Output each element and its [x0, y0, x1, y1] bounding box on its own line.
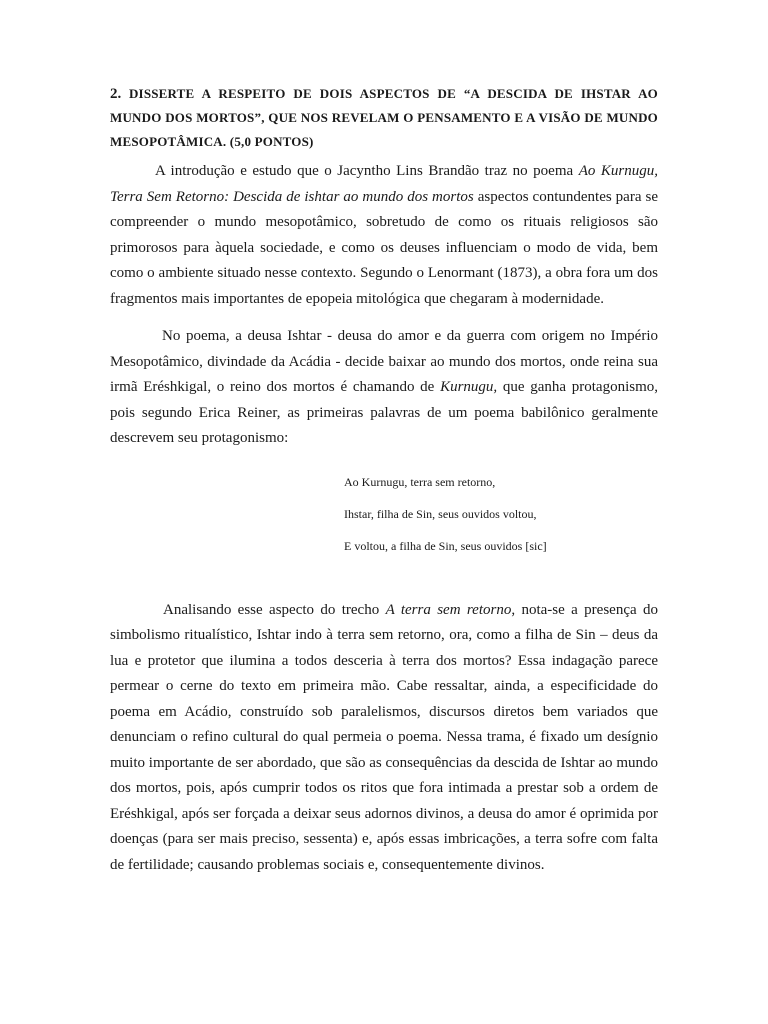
paragraph-poem-summary-text-end: que ganha protagonismo, pois segundo Erica Reiner, as primeiras palavras de um poema babilônico geralmente descrevem seu protagonismo: [110, 379, 659, 446]
paragraph-analysis [110, 598, 658, 879]
poem-title: Ao Kurnugu, Terra Sem Retorno: Descida de ishtar ao mundo dos mortos [110, 163, 658, 205]
poem-quote-line: E voltou, a filha de Sin, seus ouvidos [sic] [344, 538, 547, 553]
paragraph-introduction [110, 159, 658, 312]
paragraph-introduction-text-end: aspectos contundentes para se compreender o mundo mesopotâmico, sobretudo de como os rituais religiosos são primorosos para àquela sociedade, e como os deuses influenciam o modo de vida, bem como o ambiente situado nesse contexto. Segundo o Lenormant (1873), a obra fora um dos fragmentos mais importantes de epopeia mitológica que chegaram à modernidade. [110, 188, 658, 307]
paragraph-analysis-text-start: Analisando esse aspecto do trecho [163, 601, 386, 618]
paragraph-analysis-text-end: , nota-se a presença do simbolismo ritualístico, Ishtar indo à terra sem retorno, ora, como a filha de Sin – deus da lua e protetor que ilumina a todos desceria à terra dos mortos? Essa indagação parece permear o cerne do texto em primeira mão. Cabe ressaltar, ainda, a especificidade do poema em Acádio, construído sob paralelismos, discursos diretos bem variados que denunciam o refino cultural do qual permeia o poema. Nessa trama, é fixado um desígnio muito importante de ser abordado, que são as consequências da descida de Ishtar ao mundo dos mortos, pois, após cumprir todos os ritos que fora intimada a prestar sob a ordem de Eréshkigal, após ser forçada a deixar seus adornos divinos, a deusa do amor é oprimida por doenças (para ser mais preciso, sessenta) e, após essas imbricações, a terra sofre com falta de fertilidade; causando problemas sociais e, consequentemente divinos. [110, 601, 658, 873]
paragraph-poem-summary [110, 324, 658, 452]
question-number: 2. [110, 86, 122, 102]
document-body [110, 82, 658, 890]
poem-quote [344, 466, 658, 562]
paragraph-poem-summary-text-start: No poema, a deusa Ishtar - deusa do amor e da guerra com origem no Império Mesopotâmico, divindade da Acádia - decide baixar ao mundo dos mortos, onde reina sua irmã Eréshkigal, o reino dos mortos é chamando de [110, 328, 658, 395]
kurnugu-term: Kurnugu, [440, 379, 498, 395]
poem-quote-line: Ao Kurnugu, terra sem retorno, [344, 474, 496, 489]
poem-quote-line: Ihstar, filha de Sin, seus ouvidos voltou, [344, 506, 537, 521]
question-heading [110, 82, 658, 154]
paragraph-introduction-text-start: A introdução e estudo que o Jacyntho Lins Brandão traz no poema [155, 163, 579, 179]
excerpt-title: A terra sem retorno [385, 601, 512, 618]
question-text: DISSERTE A RESPEITO DE DOIS ASPECTOS DE “A DESCIDA DE IHSTAR AO MUNDO DOS MORTOS”, QUE NOS REVELAM O PENSAMENTO E A VISÃO DE MUNDO MESOPOTÂMICA. (5,0 PONTOS) [110, 86, 658, 149]
